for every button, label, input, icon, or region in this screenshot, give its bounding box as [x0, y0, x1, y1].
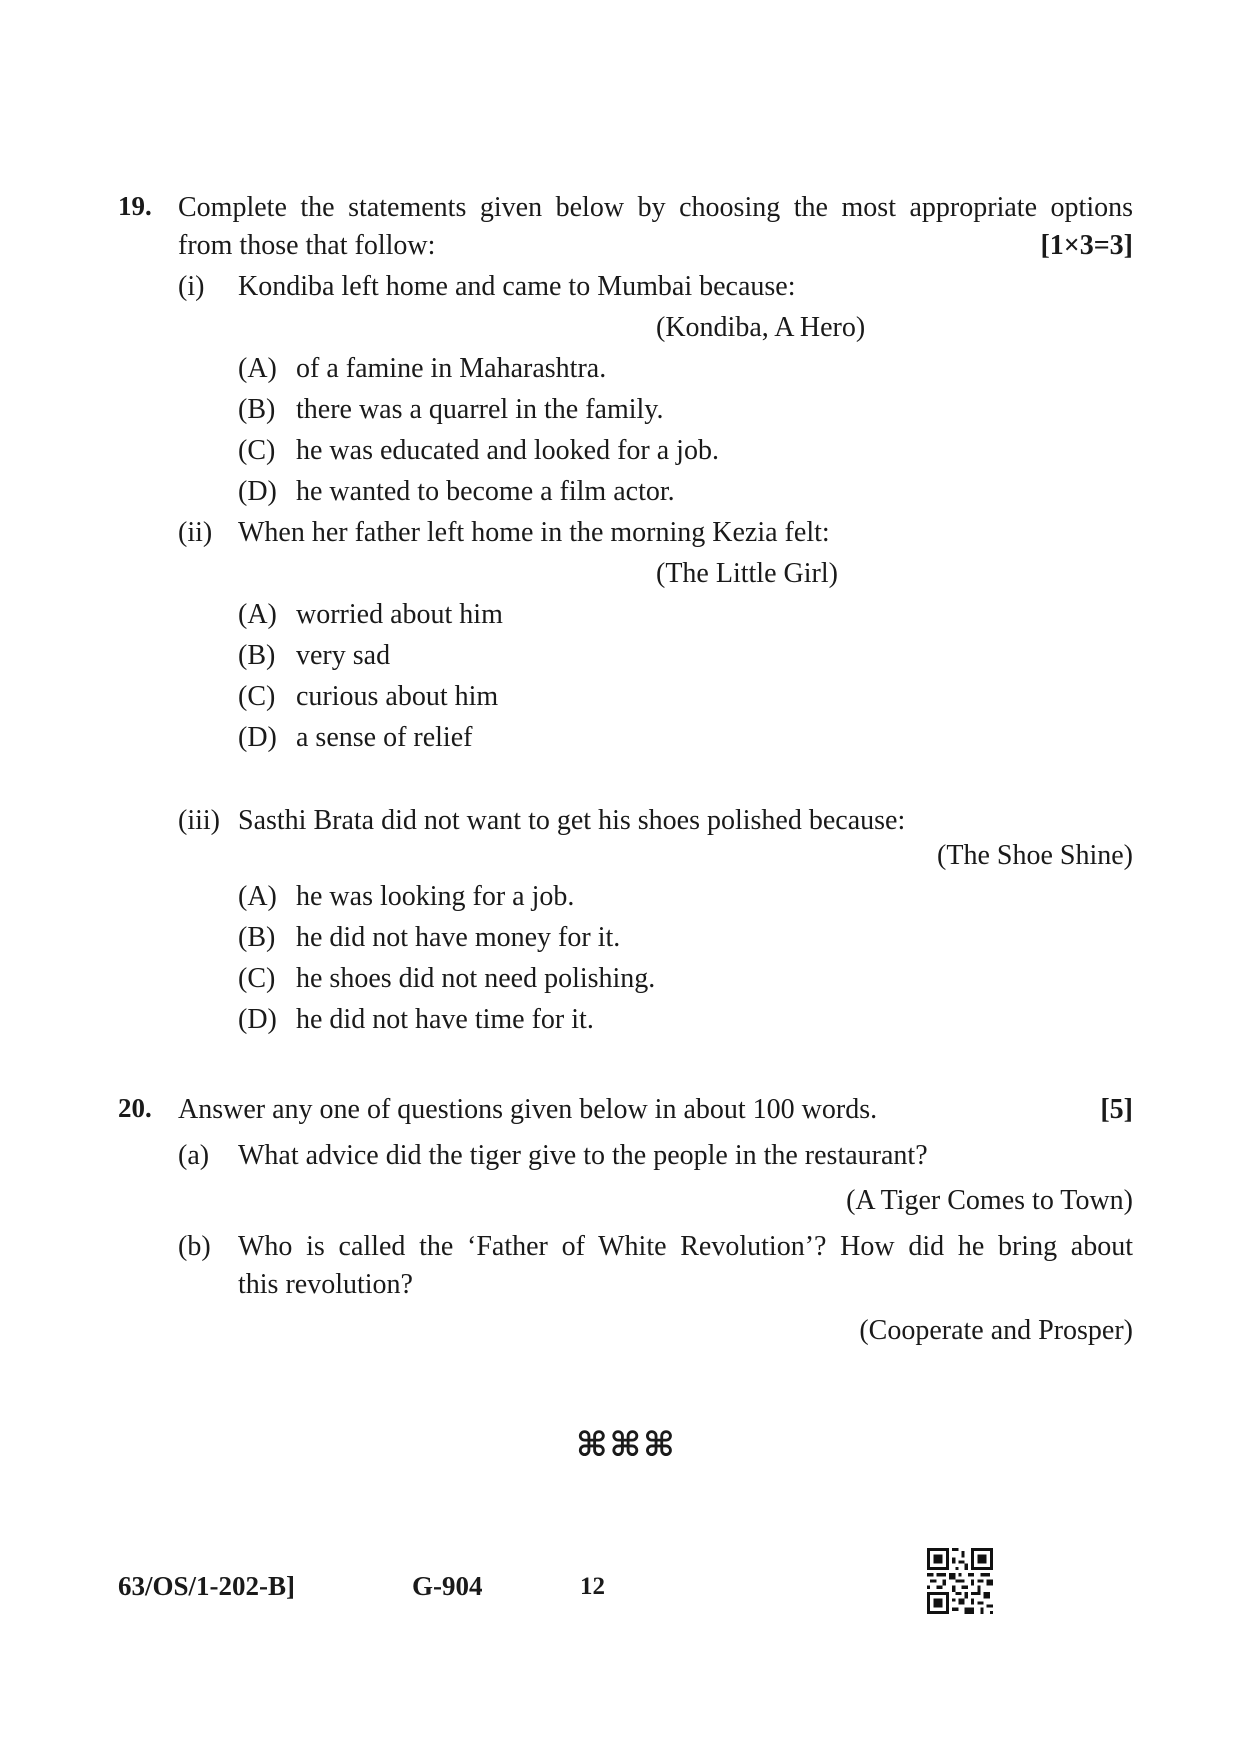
option-label: (A) [238, 599, 277, 630]
option-text: he was looking for a job. [296, 881, 575, 912]
option-label: (C) [238, 435, 276, 466]
part-source: (The Shoe Shine) [937, 840, 1133, 871]
part-label: (b) [178, 1231, 211, 1262]
q19-number: 19. [118, 191, 152, 221]
q19-instruction-line2: from those that follow: [178, 230, 436, 261]
part-label: (ii) [178, 517, 213, 548]
option-text: of a famine in Maharashtra. [296, 353, 607, 384]
part-source: (A Tiger Comes to Town) [846, 1185, 1133, 1216]
option-text: curious about him [296, 681, 499, 712]
option-label: (A) [238, 881, 277, 912]
page-number: 12 [580, 1573, 605, 1600]
part-source: (Cooperate and Prosper) [859, 1315, 1133, 1346]
part-source: (The Little Girl) [656, 558, 838, 589]
part-question: When her father left home in the morning Kezia felt: [238, 517, 830, 548]
option-text: a sense of relief [296, 722, 473, 753]
option-text: he wanted to become a film actor. [296, 476, 675, 507]
part-question: What advice did the tiger give to the people in the restaurant? [238, 1140, 928, 1171]
option-text: very sad [296, 640, 391, 671]
part-question: Sasthi Brata did not want to get his shoes polished because: [238, 805, 906, 836]
end-ornament: ⌘⌘⌘ [576, 1425, 677, 1465]
part-label: (i) [178, 271, 205, 302]
footer-code: 63/OS/1-202-B] [118, 1571, 296, 1601]
option-label: (C) [238, 681, 276, 712]
option-label: (B) [238, 394, 276, 425]
option-text: worried about him [296, 599, 503, 630]
part-question-line2: this revolution? [238, 1269, 413, 1300]
option-text: he did not have money for it. [296, 922, 621, 953]
part-label: (a) [178, 1140, 210, 1171]
footer-series: G-904 [412, 1571, 483, 1601]
q20-marks: [5] [1100, 1094, 1133, 1125]
part-label: (iii) [178, 805, 220, 836]
option-text: he shoes did not need polishing. [296, 963, 656, 994]
option-text: he was educated and looked for a job. [296, 435, 719, 466]
option-text: there was a quarrel in the family. [296, 394, 664, 425]
option-label: (D) [238, 476, 277, 507]
part-question: Kondiba left home and came to Mumbai because: [238, 271, 796, 302]
option-label: (D) [238, 1004, 277, 1035]
option-label: (D) [238, 722, 277, 753]
q20-instruction: Answer any one of questions given below in about 100 words. [178, 1094, 878, 1125]
option-label: (B) [238, 640, 276, 671]
option-label: (B) [238, 922, 276, 953]
option-label: (A) [238, 353, 277, 384]
option-label: (C) [238, 963, 276, 994]
q19-marks: [1×3=3] [1040, 230, 1133, 261]
q19-instruction-line1: Complete the statements given below by choosing the most appropriate options [178, 192, 1133, 223]
part-question-line1: Who is called the ‘Father of White Revolution’? How did he bring about [238, 1231, 1133, 1262]
option-text: he did not have time for it. [296, 1004, 594, 1035]
part-source: (Kondiba, A Hero) [656, 312, 866, 343]
qr-code-icon [927, 1548, 993, 1614]
q20-number: 20. [118, 1093, 152, 1123]
